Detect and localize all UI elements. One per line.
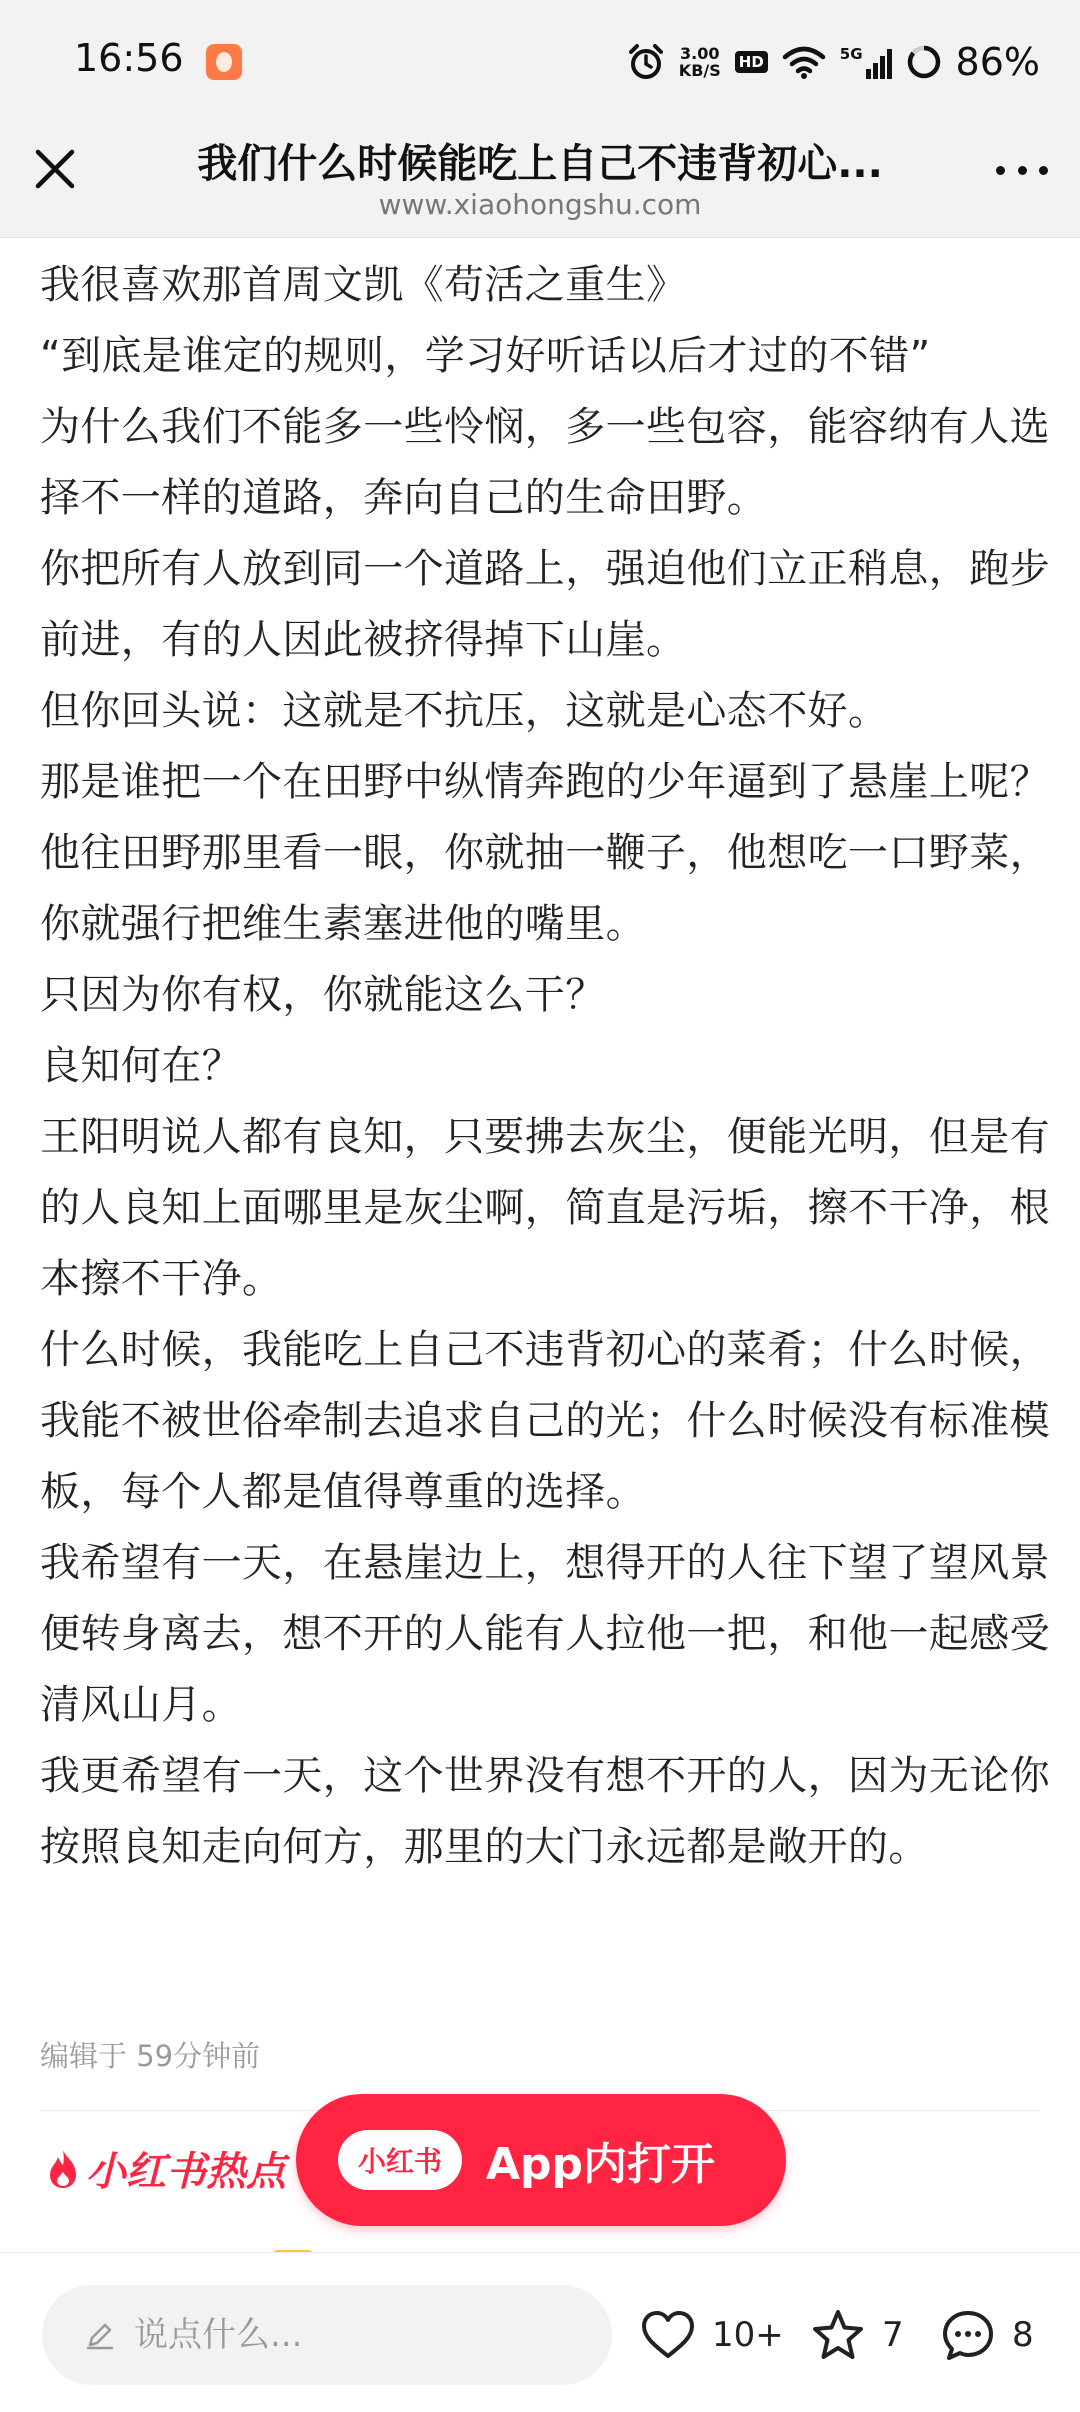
article-paragraph: 你把所有人放到同一个道路上，强迫他们立正稍息，跑步前进，有的人因此被挤得掉下山崖。 [40, 546, 1050, 663]
status-icons [627, 40, 1040, 84]
open-in-app-label: App内打开 [486, 2139, 716, 2190]
more-dot-icon [1018, 166, 1027, 175]
article-body [40, 250, 1050, 1883]
page-url: www.xiaohongshu.com [378, 188, 702, 221]
article-paragraph: 良知何在？ [40, 1043, 242, 1089]
title-bar [0, 120, 1080, 238]
bottom-action-bar [0, 2252, 1080, 2412]
article-paragraph: 什么时候，我能吃上自己不违背初心的菜肴；什么时候，我能不被世俗牵制去追求自己的光；什么时候没有标准模板，每个人都是值得尊重的选择。 [40, 1327, 1050, 1515]
signal-bars-icon [866, 49, 892, 79]
article-paragraph: 只因为你有权，你就能这么干？ [40, 972, 606, 1018]
more-dot-icon [996, 166, 1005, 175]
hot-topics-text: 小红书热点 [86, 2149, 286, 2195]
star-icon [810, 2308, 866, 2362]
status-time: 16:56 [74, 36, 184, 80]
comment-button[interactable] [940, 2295, 1034, 2375]
article-paragraph: 但你回头说：这就是不抗压，这就是心态不好。 [40, 688, 889, 734]
flame-icon [46, 2148, 80, 2190]
like-button[interactable] [640, 2295, 784, 2375]
article-paragraph: 那是谁把一个在田野中纵情奔跑的少年逼到了悬崖上呢？ [40, 759, 1050, 805]
comment-bubble-icon [940, 2308, 996, 2362]
star-count: 7 [882, 2315, 904, 2355]
star-button[interactable] [810, 2295, 904, 2375]
notification-app-icon [206, 44, 242, 80]
signal-indicator [840, 45, 892, 79]
close-icon [26, 140, 84, 198]
comment-box[interactable] [42, 2285, 612, 2385]
article-paragraph: 我很喜欢那首周文凯《苟活之重生》 [40, 262, 687, 308]
alarm-icon [627, 43, 665, 81]
more-options-button[interactable] [990, 150, 1054, 190]
wifi-icon [782, 45, 826, 79]
signal-label: 5G [839, 45, 863, 63]
article-paragraph: 为什么我们不能多一些怜悯，多一些包容，能容纳有人选择不一样的道路，奔向自己的生命田野。 [40, 404, 1050, 521]
page-title: 我们什么时候能吃上自己不违背初心... [197, 141, 883, 187]
status-bar [0, 0, 1080, 120]
edited-time: 编辑于 59分钟前 [40, 2039, 261, 2073]
more-dot-icon [1039, 166, 1048, 175]
xiaohongshu-logo: 小红书 [338, 2130, 462, 2190]
net-speed-unit: KB/S [678, 61, 721, 80]
heart-icon [640, 2309, 696, 2361]
battery-percent: 86% [955, 40, 1040, 84]
battery-ring-icon [906, 44, 942, 80]
hot-topics-label[interactable] [46, 2140, 286, 2197]
pencil-icon [84, 2319, 116, 2351]
hd-badge: HD [735, 51, 768, 73]
article-paragraph: 我希望有一天，在悬崖边上，想得开的人往下望了望风景便转身离去，想不开的人能有人拉他一把，和他一起感受清风山月。 [40, 1540, 1050, 1728]
article-paragraph: 他往田野那里看一眼，你就抽一鞭子，他想吃一口野菜，你就强行把维生素塞进他的嘴里。 [40, 830, 1050, 947]
comment-count: 8 [1012, 2315, 1034, 2355]
comment-input[interactable] [134, 2315, 554, 2355]
open-in-app-button[interactable] [296, 2094, 786, 2226]
net-speed-value: 3.00 [680, 44, 720, 63]
article-paragraph: 王阳明说人都有良知，只要拂去灰尘，便能光明，但是有的人良知上面哪里是灰尘啊，简直是污垢，擦不干净，根本擦不干净。 [40, 1114, 1050, 1302]
close-button[interactable] [26, 140, 84, 198]
article-paragraph: 我更希望有一天，这个世界没有想不开的人，因为无论你按照良知走向何方，那里的大门永远都是敞开的。 [40, 1753, 1050, 1870]
net-speed [679, 45, 721, 79]
article-paragraph: “到底是谁定的规则，学习好听话以后才过的不错” [40, 333, 931, 379]
like-count: 10+ [712, 2315, 784, 2355]
